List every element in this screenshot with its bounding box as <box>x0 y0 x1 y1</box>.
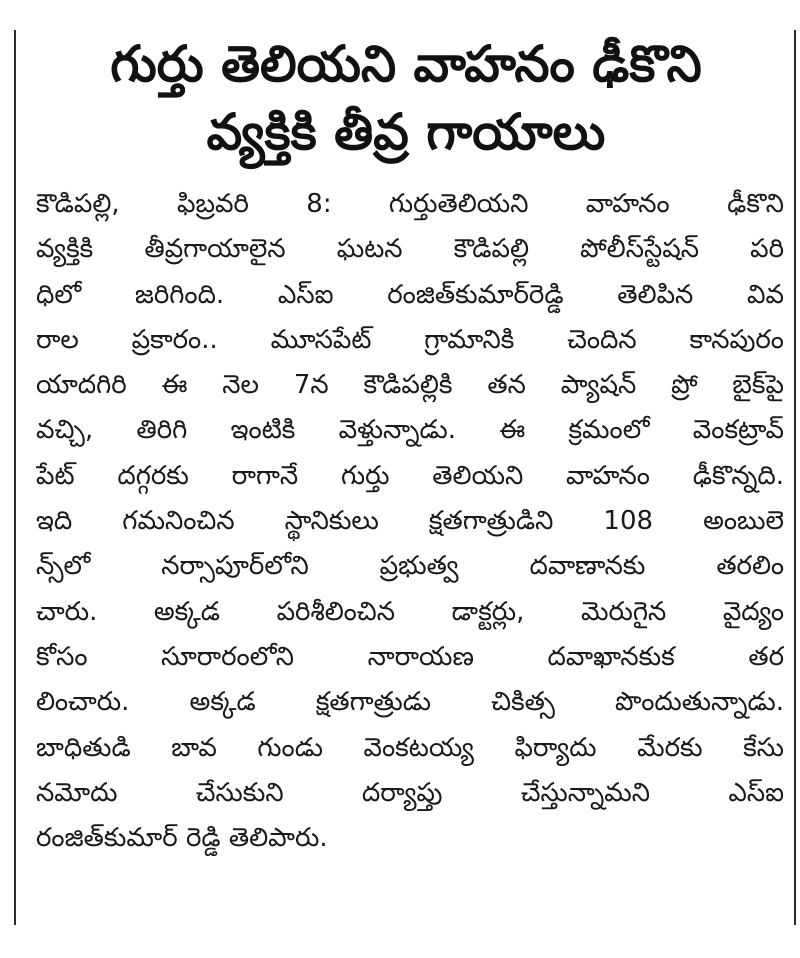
body-line: ధిలో జరిగింది. ఎస్ఐ రంజిత్‌కుమార్‌రెడ్డి తెలిపిన వివ <box>36 279 784 310</box>
body-line: వ్యక్తికి తీవ్రగాయాలైన ఘటన కౌడిపల్లి పోలీస్‌స్టేషన్ పరి <box>36 234 784 265</box>
body-line: యాదగిరి ఈ నెల 7న కౌడిపల్లికి తన ప్యాషన్ ప్రో బైక్‌పై <box>36 370 784 401</box>
body-line: వచ్చి, తిరిగి ఇంటికి వెళ్తున్నాడు. ఈ క్రమంలో వెంకట్రావ్ <box>36 415 784 446</box>
body-line: బాధితుడి బావ గుండు వెంకటయ్య ఫిర్యాదు మేరకు కేసు <box>36 732 784 763</box>
body-line: ఇది గమనించిన స్థానికులు క్షతగాత్రుడిని 108 అంబులె <box>36 506 784 537</box>
body-line: రంజిత్‌కుమార్ రెడ్డి తెలిపారు. <box>36 823 328 854</box>
body-line: కోసం సూరారంలోని నారాయణ దవాఖానకుక తర <box>36 641 784 672</box>
body-line: కౌడిపల్లి, ఫిబ్రవరి 8: గుర్తుతెలియని వాహనం ఢీకొని <box>36 189 784 219</box>
body-line: లించారు. అక్కడ క్షతగాత్రుడు చికిత్స పొందుతున్నాడు. <box>36 687 784 718</box>
left-column-rule <box>14 30 16 925</box>
body-line: రాల ప్రకారం.. మూసపేట్ గ్రామానికి చెందిన కానపురం <box>36 324 784 355</box>
right-column-rule <box>794 30 796 925</box>
body-line: పేట్ దగ్గరకు రాగానే గుర్తు తెలియని వాహనం ఢీకొన్నది. <box>36 460 784 491</box>
body-line: నమోదు చేసుకుని దర్యాప్తు చేస్తున్నామని ఎస్ఐ <box>36 777 784 808</box>
article-body <box>36 182 784 861</box>
body-line: న్స్‌లో నర్సాపూర్‌లోని ప్రభుత్వ దవాణానకు తరలిం <box>36 551 784 582</box>
article-headline <box>36 30 776 166</box>
headline-line-1: గుర్తు తెలియని వాహనం ఢీకొని <box>110 35 702 93</box>
headline-line-2: వ్యక్తికి తీవ్ర గాయాలు <box>206 103 606 161</box>
body-line: చారు. అక్కడ పరిశీలించిన డాక్టర్లు, మెరుగైన వైద్యం <box>36 596 784 627</box>
